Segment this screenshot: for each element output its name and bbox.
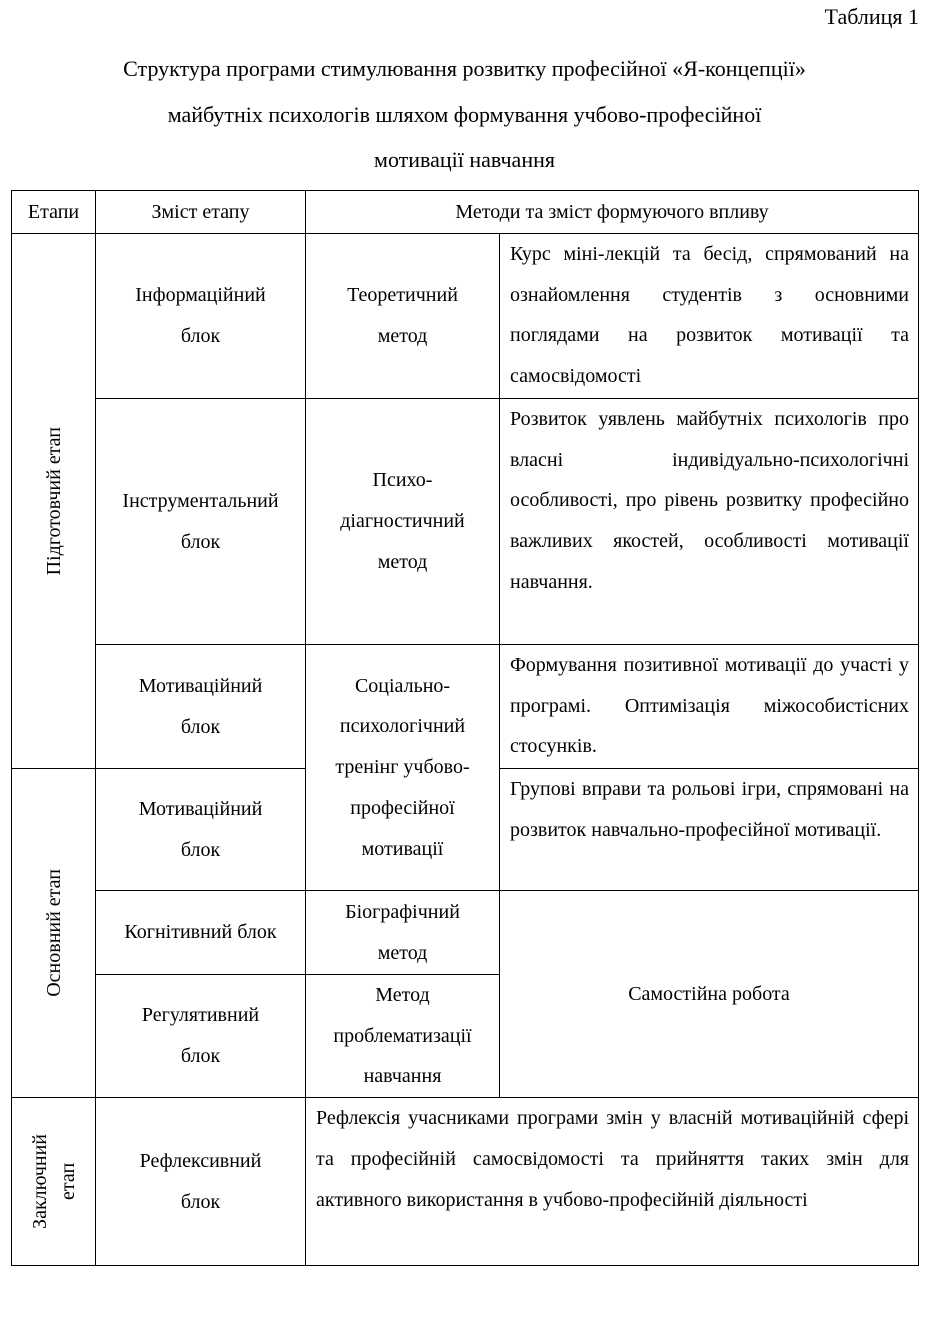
motivational-block-label: Мотиваційний — [138, 797, 263, 820]
reflexive-block-cell — [96, 1098, 306, 1266]
header-methods: Методи та зміст формуючого впливу — [306, 191, 919, 234]
reflexive-block-label: Рефлексивний — [139, 1149, 262, 1172]
table-row — [12, 645, 919, 769]
table-row — [12, 399, 919, 645]
title-line: Структура програми стимулювання розвитку професійної «Я-концепції» — [123, 56, 806, 81]
biographical-method-cell — [306, 891, 500, 975]
problematization-method-cell — [306, 975, 500, 1098]
psychodiagnostic-method-label: діагностичний — [340, 510, 465, 533]
table-row — [12, 234, 919, 399]
stage-final-label — [26, 1134, 82, 1229]
theoretical-method-label: Теоретичний — [347, 284, 458, 307]
header-content: Зміст етапу — [96, 191, 306, 234]
motivational-block-cell — [96, 769, 306, 891]
stage-preparatory — [12, 234, 96, 769]
cognitive-block-cell: Когнітивний блок — [96, 891, 306, 975]
training-method-label: Соціально- — [354, 674, 451, 697]
training-method-label: тренінг учбово- — [335, 756, 470, 779]
training-method-label: мотивації — [361, 837, 444, 860]
reflexive-block-label: блок — [180, 1190, 221, 1213]
stage-main-label: Основний етап — [42, 869, 65, 997]
biographical-method-label: метод — [377, 941, 428, 964]
psychodiagnostic-method-label: Психо- — [372, 469, 433, 492]
stage-final — [12, 1098, 96, 1266]
reflexive-description: Рефлексія учасниками програми змін у власній мотиваційній сфері та професійній самосвідомості та прийняття таких змін для активного використання в учбово-професійній діяльності — [306, 1098, 919, 1266]
instrumental-block-label: Інструментальний — [122, 489, 279, 512]
instrumental-description: Розвиток уявлень майбутніх психологів про власні індивідуально-психологічні особливості, про рівень розвитку професійно важливих якостей, особливості мотивації навчання. — [500, 399, 919, 645]
title-line: мотивації навчання — [374, 147, 555, 172]
training-method-label: психологічний — [339, 715, 466, 738]
regulative-block-label: блок — [180, 1045, 221, 1068]
motivational-description-2: Групові вправи та рольові ігри, спрямовані на розвиток навчально-професійної мотивації. — [500, 769, 919, 891]
info-block-label: Інформаційний — [135, 284, 266, 307]
training-method-label: професійної — [350, 796, 455, 819]
stage-main — [12, 769, 96, 1098]
problematization-method-label: Метод — [375, 984, 430, 1006]
psychodiagnostic-method-cell — [306, 399, 500, 645]
header-stages: Етапи — [12, 191, 96, 234]
motivational-block-label: блок — [180, 715, 221, 738]
table-title — [0, 46, 929, 183]
problematization-method-label: навчання — [363, 1065, 442, 1088]
info-description: Курс міні-лекцій та бесід, спрямований на ознайомлення студентів з основними поглядами на розвиток мотивації та самосвідомості — [500, 234, 919, 399]
table-row — [12, 1098, 919, 1266]
biographical-method-label: Біографічний — [345, 900, 460, 923]
training-method-cell — [306, 645, 500, 891]
stage-final-line: Заключний — [28, 1134, 51, 1230]
table-row — [12, 891, 919, 975]
info-block-cell — [96, 234, 306, 399]
theoretical-method-cell — [306, 234, 500, 399]
psychodiagnostic-method-label: метод — [377, 550, 428, 573]
theoretical-method-label: метод — [377, 325, 428, 347]
motivational-block-label: Мотиваційний — [138, 674, 263, 697]
problematization-method-label: проблематизації — [333, 1024, 472, 1047]
program-structure-table — [11, 190, 919, 1266]
motivational-block-cell — [96, 645, 306, 769]
title-line: майбутніх психологів шляхом формування учбово-професійної — [167, 101, 762, 127]
info-block-label: блок — [180, 325, 221, 347]
motivational-block-label: блок — [180, 838, 221, 861]
header-row — [12, 191, 919, 234]
regulative-block-label: Регулятивний — [141, 1004, 260, 1027]
stage-preparatory-label: Підготовчий етап — [42, 426, 65, 576]
regulative-block-cell — [96, 975, 306, 1098]
instrumental-block-label: блок — [180, 530, 221, 553]
instrumental-block-cell — [96, 399, 306, 645]
stage-final-line: етап — [56, 1163, 79, 1201]
motivational-description-1: Формування позитивної мотивації до участі у програмі. Оптимізація міжособистісних стосунків. — [500, 645, 919, 769]
independent-work-cell: Самостійна робота — [500, 891, 919, 1098]
table-label: Таблиця 1 — [824, 4, 919, 29]
